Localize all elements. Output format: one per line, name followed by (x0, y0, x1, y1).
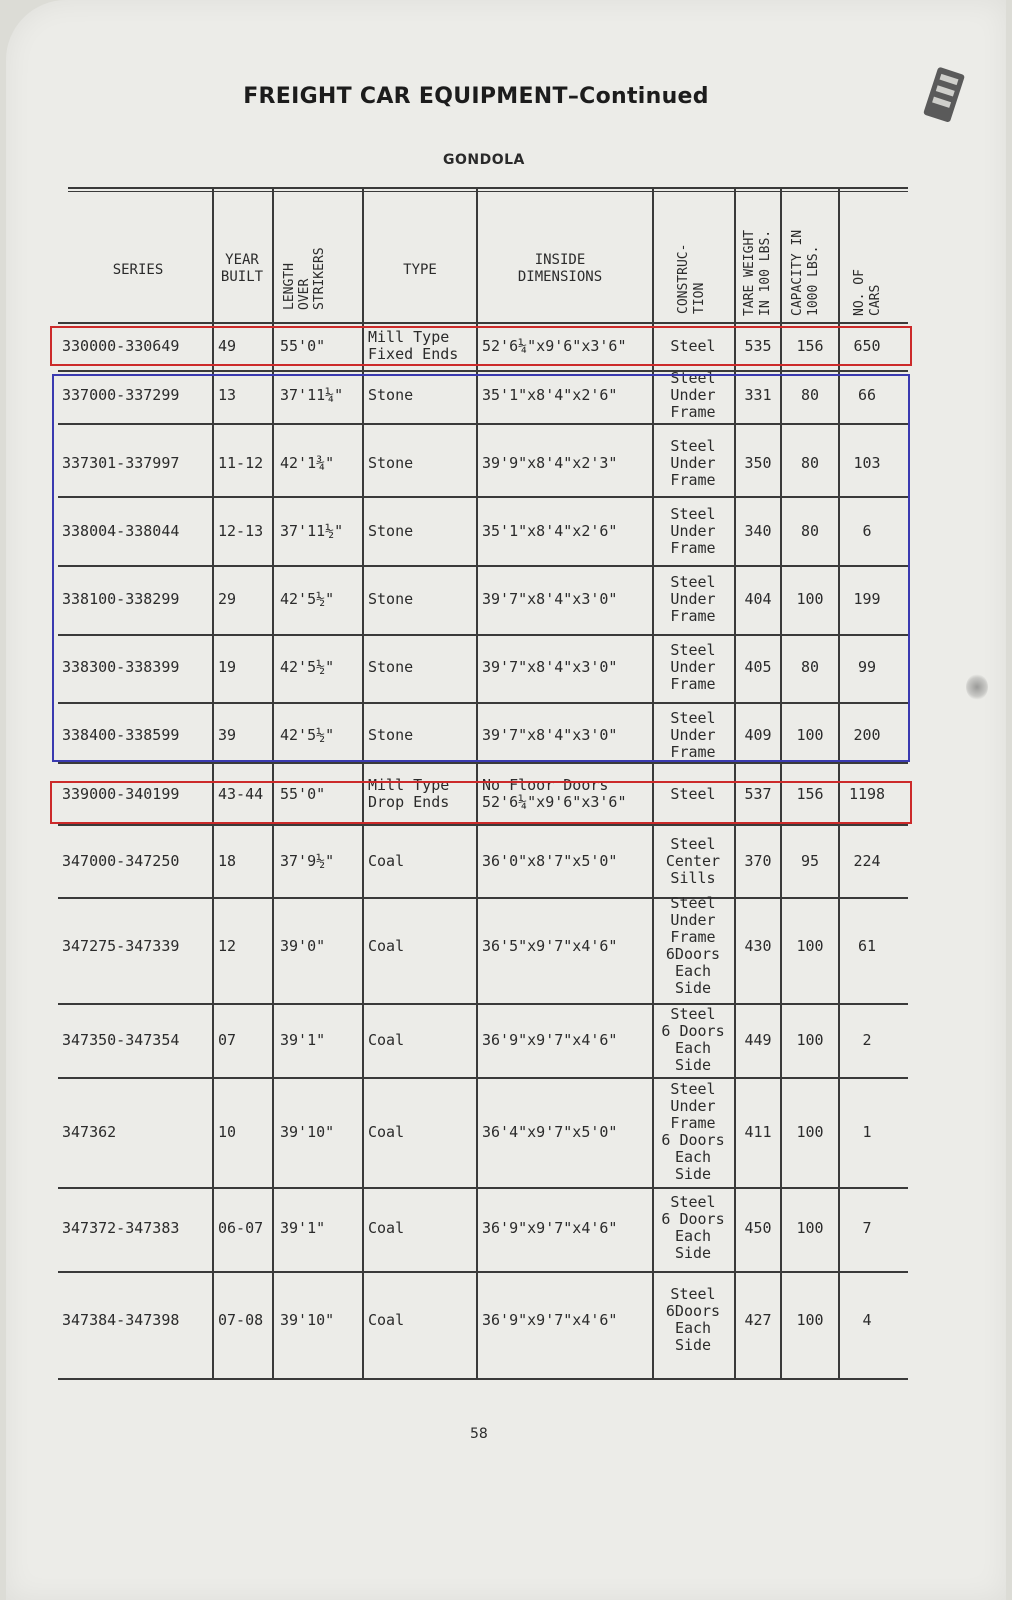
header-year-built: YEAR BUILT (220, 252, 264, 285)
cell-construction: Steel (670, 1005, 716, 1023)
cell-series: 339000-340199 (62, 784, 180, 803)
cell-capacity: 100 (796, 589, 824, 608)
cell-construction: Steel (670, 572, 716, 591)
cell-type: Coal (368, 936, 405, 955)
cell-construction: Frame (670, 674, 716, 693)
cell-type: Stone (368, 521, 414, 540)
cell-construction: Side (674, 979, 712, 997)
cell-length: 42'5½" (280, 657, 335, 676)
header-type: TYPE (403, 262, 437, 278)
cell-capacity: 100 (796, 1310, 824, 1329)
cell-series: 347275-347339 (62, 936, 180, 955)
punch-hole (966, 674, 988, 700)
cell-inside-dimensions: 39'7"x8'4"x3'0" (482, 589, 618, 608)
cell-construction: Each (674, 1319, 712, 1337)
cell-construction: Frame (670, 606, 716, 625)
cell-construction: Steel (670, 640, 716, 659)
cell-inside-dimensions: 36'0"x8'7"x5'0" (482, 851, 618, 870)
cell-inside-dimensions: 39'7"x8'4"x3'0" (482, 725, 618, 744)
cell-capacity: 80 (800, 521, 820, 540)
header-tare-1: TARE WEIGHT (742, 229, 757, 316)
cell-tare-weight: 405 (744, 657, 772, 676)
cell-tare-weight: 449 (744, 1030, 772, 1049)
cell-length: 55'0" (280, 784, 326, 803)
cell-type: Coal (368, 1030, 405, 1049)
cell-capacity: 100 (796, 1218, 824, 1237)
cell-construction: Frame (670, 402, 716, 421)
cell-construction: Frame (670, 538, 716, 557)
cell-construction: 6 Doors (661, 1022, 725, 1040)
cell-capacity: 80 (800, 453, 820, 472)
cell-year-built: 12 (218, 936, 237, 955)
cell-construction: Frame (670, 928, 716, 946)
cell-type: Stone (368, 725, 414, 744)
cell-length: 55'0" (280, 336, 326, 355)
cell-capacity: 100 (796, 936, 824, 955)
cell-construction: Frame (670, 742, 716, 761)
cell-inside-dimensions: 36'4"x9'7"x5'0" (482, 1122, 618, 1141)
cell-type: Coal (368, 1122, 405, 1141)
cell-year-built: 19 (218, 657, 237, 676)
header-construction-2: TION (692, 282, 707, 314)
header-length-2: OVER (297, 278, 312, 310)
cell-construction: Under (670, 521, 716, 540)
cell-number-of-cars: 224 (853, 851, 881, 870)
cell-year-built: 06-07 (218, 1218, 264, 1237)
cell-tare-weight: 404 (744, 589, 772, 608)
cell-construction: Under (670, 589, 716, 608)
cell-construction: Steel (670, 504, 716, 523)
header-inside-dimensions: INSIDE DIMENSIONS (517, 252, 603, 285)
cell-length: 37'11¼" (280, 385, 344, 404)
cell-year-built: 13 (218, 385, 237, 404)
cell-length: 39'10" (280, 1310, 335, 1329)
cell-series: 337301-337997 (62, 453, 180, 472)
header-length-3: STRIKERS (312, 247, 327, 310)
cell-tare-weight: 411 (744, 1122, 772, 1141)
cell-series: 330000-330649 (62, 336, 180, 355)
cell-construction: Steel (670, 336, 716, 355)
row-separator (58, 1378, 908, 1380)
cell-series: 338400-338599 (62, 725, 180, 744)
cell-length: 42'5½" (280, 589, 335, 608)
cell-length: 37'9½" (280, 851, 335, 870)
cell-tare-weight: 340 (744, 521, 772, 540)
table-top-rule (68, 187, 908, 189)
cell-construction: Under (670, 453, 716, 472)
cell-length: 39'1" (280, 1218, 326, 1237)
cell-construction: Side (674, 1244, 712, 1262)
cell-construction: Each (674, 1039, 712, 1057)
cell-year-built: 07 (218, 1030, 237, 1049)
cell-construction: Steel (670, 436, 716, 455)
cell-year-built: 18 (218, 851, 237, 870)
cell-year-built: 11-12 (218, 453, 264, 472)
cell-construction: Steel (670, 368, 716, 387)
cell-number-of-cars: 4 (862, 1310, 872, 1329)
cell-year-built: 07-08 (218, 1310, 264, 1329)
cell-type: Drop Ends (368, 793, 450, 811)
cell-construction: Center (665, 851, 721, 870)
cell-capacity: 100 (796, 725, 824, 744)
cell-inside-dimensions: 39'7"x8'4"x3'0" (482, 657, 618, 676)
cell-number-of-cars: 1198 (848, 784, 886, 803)
cell-capacity: 95 (800, 851, 820, 870)
cell-length: 37'11½" (280, 521, 344, 540)
cell-construction: Steel (670, 834, 716, 853)
cell-tare-weight: 331 (744, 385, 772, 404)
cell-construction: 6Doors (665, 1302, 721, 1320)
cell-series: 338300-338399 (62, 657, 180, 676)
header-capacity-2: 1000 LBS. (806, 245, 821, 316)
cell-series: 337000-337299 (62, 385, 180, 404)
cell-tare-weight: 535 (744, 336, 772, 355)
cell-tare-weight: 450 (744, 1218, 772, 1237)
cell-number-of-cars: 1 (862, 1122, 872, 1141)
cell-inside-dimensions: 52'6¼"x9'6"x3'6" (482, 793, 627, 811)
cell-construction: 6Doors (665, 945, 721, 963)
cell-type: Stone (368, 453, 414, 472)
cell-construction: Steel (670, 1193, 716, 1211)
highlight-box-stone-group (52, 374, 910, 762)
header-length-1: LENGTH (282, 263, 297, 310)
cell-construction: Under (670, 385, 716, 404)
cell-type: Stone (368, 385, 414, 404)
cell-tare-weight: 427 (744, 1310, 772, 1329)
cell-inside-dimensions: 36'5"x9'7"x4'6" (482, 936, 618, 955)
cell-capacity: 100 (796, 1030, 824, 1049)
cell-construction: Under (670, 657, 716, 676)
cell-inside-dimensions: 36'9"x9'7"x4'6" (482, 1030, 618, 1049)
cell-length: 42'1¾" (280, 453, 335, 472)
table-subtitle: GONDOLA (443, 152, 525, 168)
cell-construction: Steel (670, 894, 716, 912)
cell-inside-dimensions: 39'9"x8'4"x2'3" (482, 453, 618, 472)
cell-capacity: 80 (800, 385, 820, 404)
cell-type: Coal (368, 851, 405, 870)
cell-length: 39'1" (280, 1030, 326, 1049)
cell-type: Mill Type (368, 328, 450, 346)
cell-construction: Side (674, 1056, 712, 1074)
cell-number-of-cars: 7 (862, 1218, 872, 1237)
cell-inside-dimensions: 35'1"x8'4"x2'6" (482, 521, 618, 540)
cell-tare-weight: 430 (744, 936, 772, 955)
cell-year-built: 10 (218, 1122, 237, 1141)
cell-year-built: 49 (218, 336, 237, 355)
cell-construction: Side (674, 1165, 712, 1183)
cell-inside-dimensions: 36'9"x9'7"x4'6" (482, 1310, 618, 1329)
header-capacity-1: CAPACITY IN (790, 229, 805, 316)
cell-construction: Each (674, 1148, 712, 1166)
cell-year-built: 29 (218, 589, 237, 608)
cell-tare-weight: 537 (744, 784, 772, 803)
cell-series: 338100-338299 (62, 589, 180, 608)
cell-inside-dimensions: No Floor Doors (482, 776, 609, 794)
cell-number-of-cars: 66 (857, 385, 877, 404)
cell-year-built: 39 (218, 725, 237, 744)
page-number: 58 (470, 1426, 488, 1442)
cell-tare-weight: 409 (744, 725, 772, 744)
cell-length: 39'0" (280, 936, 326, 955)
highlight-box-mill-type-fixed-ends (50, 326, 912, 366)
cell-construction: 6 Doors (661, 1210, 725, 1228)
cell-construction: Under (670, 725, 716, 744)
cell-number-of-cars: 61 (857, 936, 877, 955)
cell-construction: Under (670, 1097, 716, 1115)
cell-inside-dimensions: 35'1"x8'4"x2'6" (482, 385, 618, 404)
cell-inside-dimensions: 52'6¼"x9'6"x3'6" (482, 336, 627, 355)
cell-construction: Under (670, 911, 716, 929)
cell-type: Coal (368, 1310, 405, 1329)
cell-tare-weight: 370 (744, 851, 772, 870)
cell-tare-weight: 350 (744, 453, 772, 472)
cell-series: 347362 (62, 1122, 117, 1141)
cell-year-built: 12-13 (218, 521, 264, 540)
cell-construction: Steel (670, 1080, 716, 1098)
cell-number-of-cars: 103 (853, 453, 881, 472)
cell-construction: Each (674, 1227, 712, 1245)
cell-series: 338004-338044 (62, 521, 180, 540)
header-cars-1: NO. OF (852, 269, 867, 316)
cell-series: 347350-347354 (62, 1030, 180, 1049)
cell-length: 39'10" (280, 1122, 335, 1141)
highlight-box-mill-type-drop-ends (50, 781, 912, 824)
cell-construction: 6 Doors (661, 1131, 725, 1149)
cell-series: 347372-347383 (62, 1218, 180, 1237)
cell-number-of-cars: 650 (853, 336, 881, 355)
cell-series: 347384-347398 (62, 1310, 180, 1329)
cell-inside-dimensions: 36'9"x9'7"x4'6" (482, 1218, 618, 1237)
cell-type: Fixed Ends (368, 345, 459, 363)
cell-capacity: 156 (796, 336, 824, 355)
cell-series: 347000-347250 (62, 851, 180, 870)
cell-construction: Each (674, 962, 712, 980)
cell-construction: Sills (670, 868, 716, 887)
header-series: SERIES (112, 262, 164, 278)
cell-year-built: 43-44 (218, 784, 264, 803)
cell-construction: Steel (670, 708, 716, 727)
cell-length: 42'5½" (280, 725, 335, 744)
page-title: FREIGHT CAR EQUIPMENT–Continued (243, 84, 709, 109)
cell-construction: Steel (670, 784, 716, 803)
cell-type: Stone (368, 657, 414, 676)
cell-construction: Side (674, 1336, 712, 1354)
cell-capacity: 156 (796, 784, 824, 803)
cell-construction: Frame (670, 1114, 716, 1132)
cell-type: Stone (368, 589, 414, 608)
cell-number-of-cars: 200 (853, 725, 881, 744)
header-cars-2: CARS (868, 284, 883, 316)
table-top-rule-thin (68, 191, 908, 192)
cell-number-of-cars: 99 (857, 657, 877, 676)
cell-number-of-cars: 6 (862, 521, 872, 540)
cell-capacity: 100 (796, 1122, 824, 1141)
header-construction-1: CONSTRUC- (676, 243, 691, 314)
cell-construction: Steel (670, 1285, 716, 1303)
cell-number-of-cars: 199 (853, 589, 881, 608)
cell-type: Coal (368, 1218, 405, 1237)
cell-capacity: 80 (800, 657, 820, 676)
cell-construction: Frame (670, 470, 716, 489)
cell-number-of-cars: 2 (862, 1030, 872, 1049)
cell-type: Mill Type (368, 776, 450, 794)
header-tare-2: IN 100 LBS. (758, 229, 773, 316)
